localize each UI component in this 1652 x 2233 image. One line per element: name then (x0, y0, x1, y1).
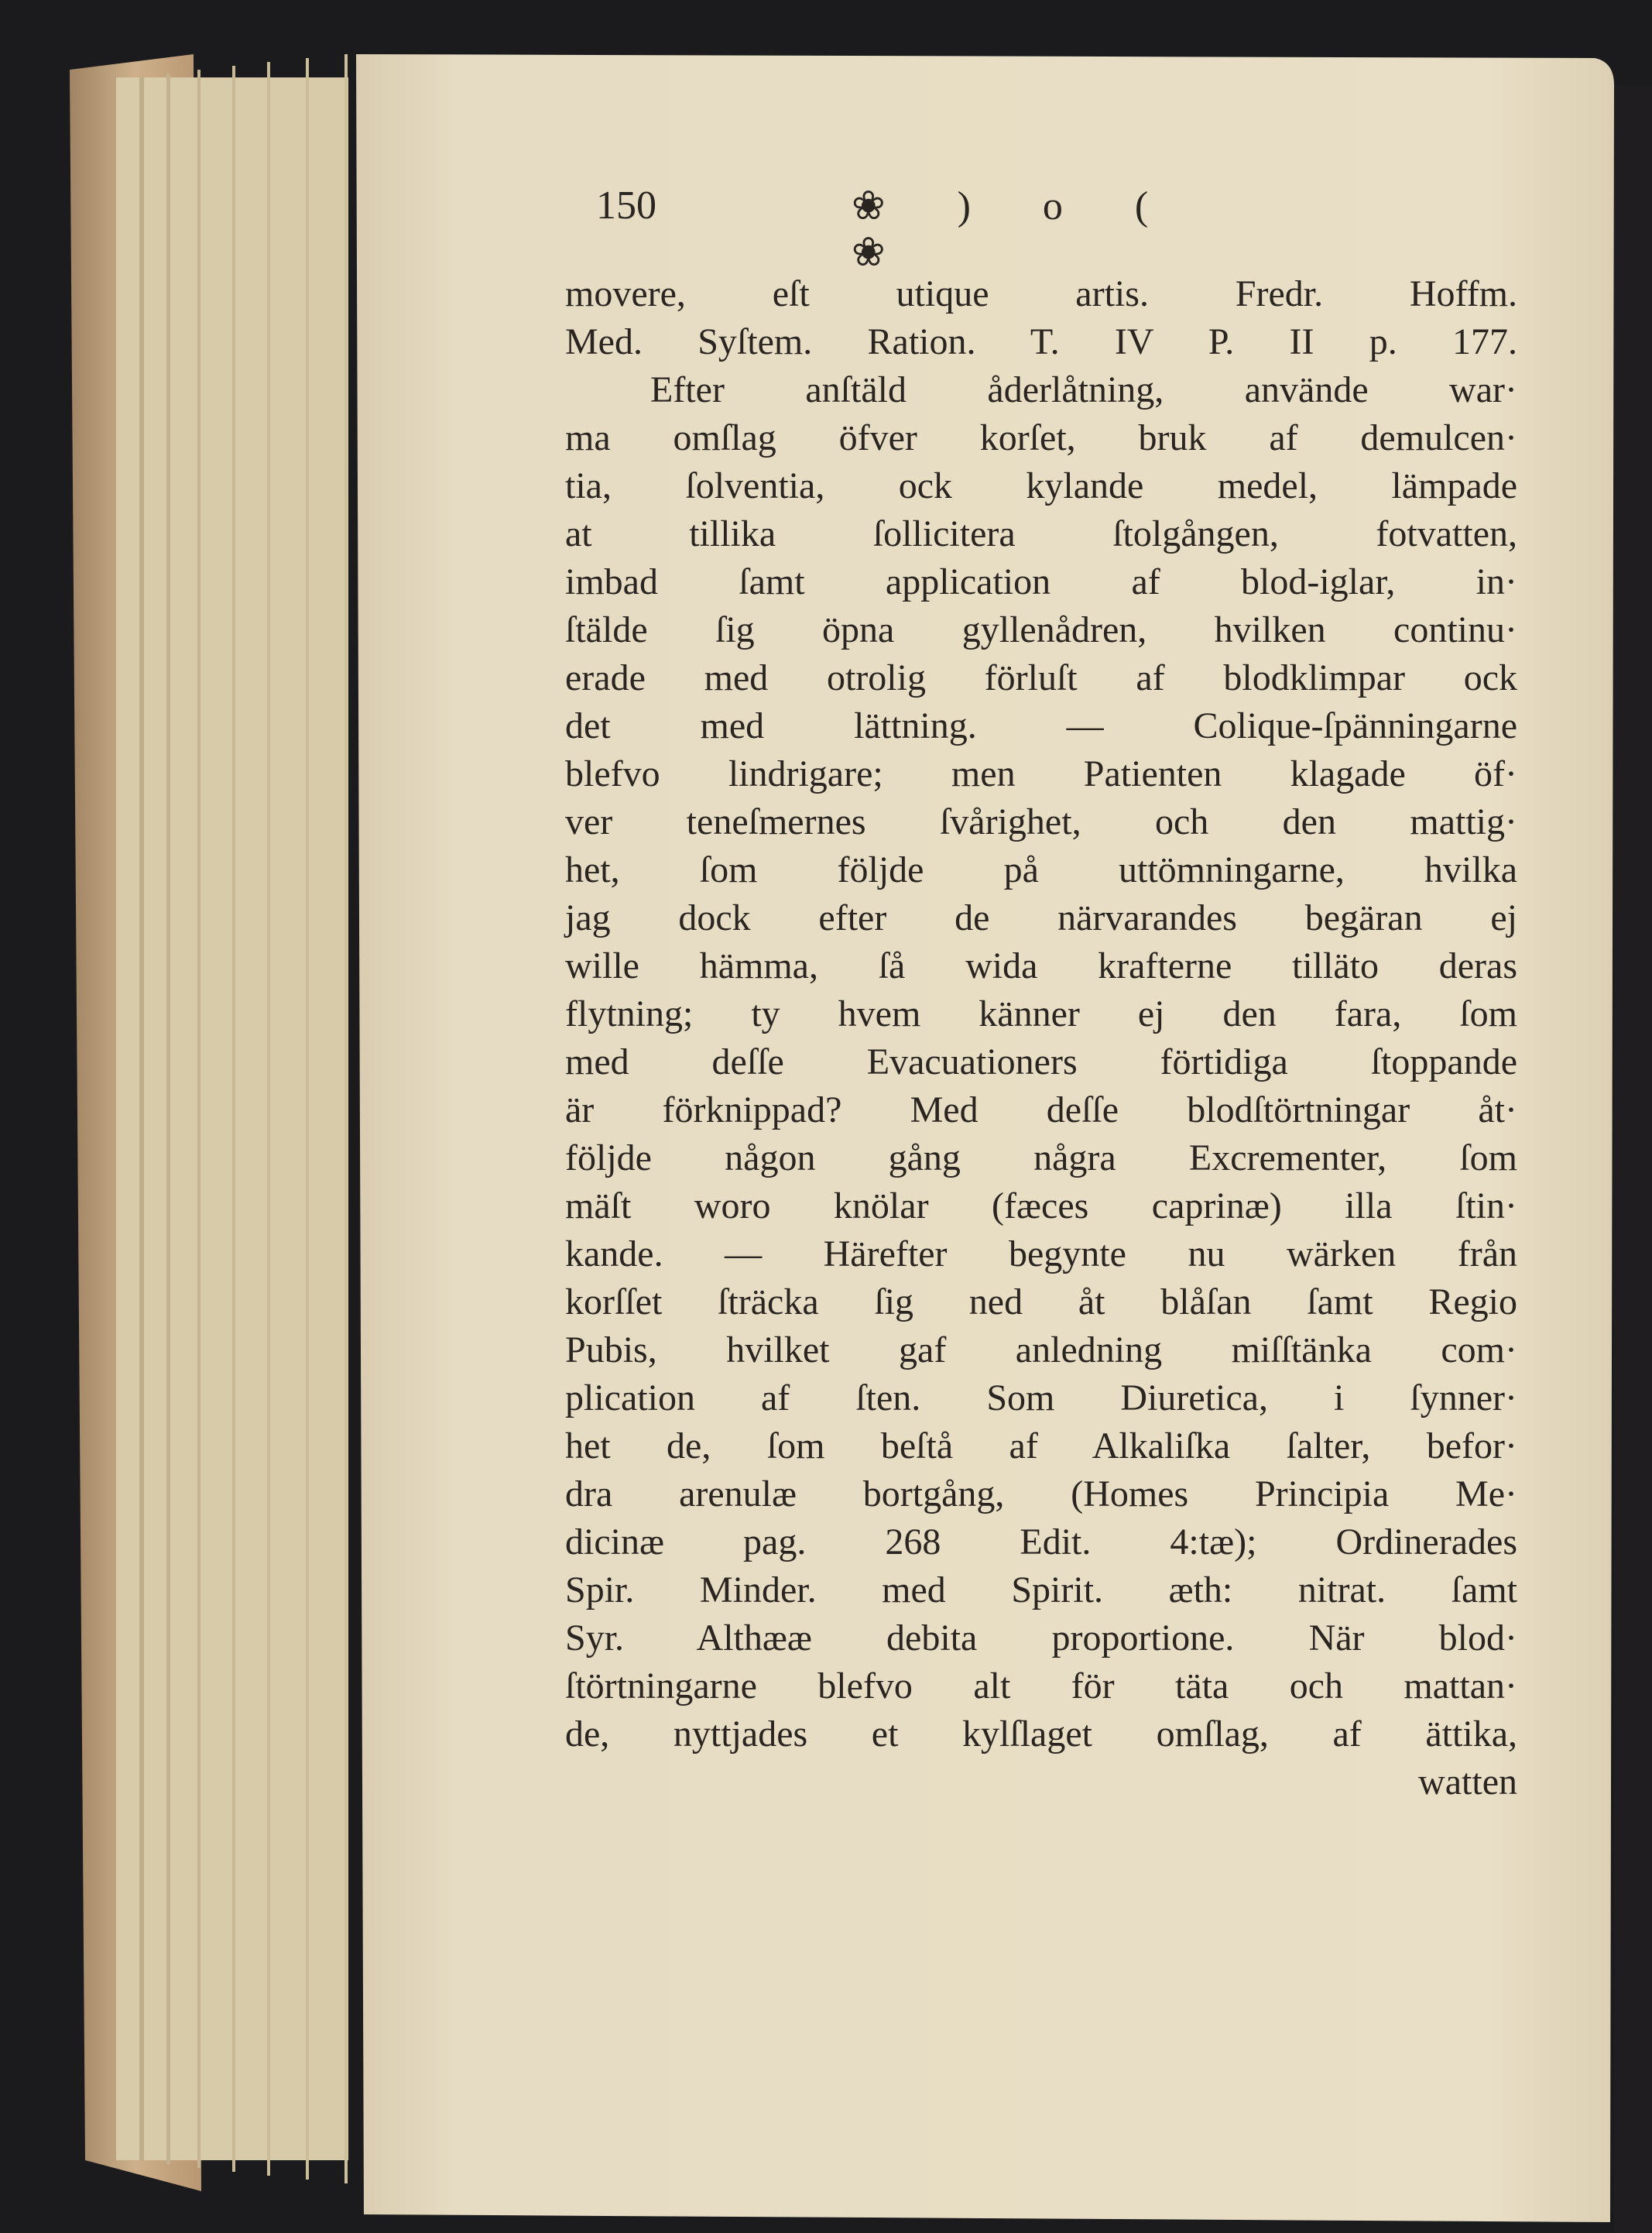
text-line: flytning; ty hvem känner ej den fara, ſom (565, 993, 1517, 1034)
text-line: het de, ſom beſtå af Alkaliſka ſalter, befor· (565, 1425, 1517, 1466)
text-line: blefvo lindrigare; men Patienten klagade öf· (565, 753, 1517, 794)
page-edges (116, 54, 348, 2183)
running-header (565, 183, 1262, 275)
text-line: dicinæ pag. 268 Edit. 4:tæ); Ordinerades (565, 1521, 1517, 1562)
text-line: Spir. Minder. med Spirit. æth: nitrat. ſamt (565, 1569, 1517, 1610)
text-line: ſtörtningarne blefvo alt för täta och mattan· (565, 1665, 1517, 1706)
text-line: kande. — Härefter begynte nu wärken från (565, 1233, 1517, 1274)
header-ornament: ❀ ) o ( ❀ (852, 184, 1180, 275)
text-line: at tillika ſollicitera ſtolgången, fotvatten, (565, 513, 1517, 554)
text-line: följde någon gång några Excrementer, ſom (565, 1137, 1517, 1178)
catchword: watten (1418, 1761, 1517, 1803)
text-line: erade med otrolig förluſt af blodklimpar ock (565, 657, 1517, 698)
text-line: dra arenulæ bortgång, (Homes Principia Me· (565, 1473, 1517, 1514)
text-line: jag dock efter de närvarandes begäran ej (565, 897, 1517, 938)
text-line: ſtälde ſig öpna gyllenådren, hvilken continu· (565, 609, 1517, 650)
text-line: ver teneſmernes ſvårighet, och den mattig· (565, 801, 1517, 842)
text-line: Med. Syſtem. Ration. T. IV P. II p. 177. (565, 321, 1517, 362)
text-line: plication af ſten. Som Diuretica, i ſynner· (565, 1377, 1517, 1418)
text-line: med deſſe Evacuationers förtidiga ſtoppande (565, 1041, 1517, 1082)
text-line: ma omſlag öfver korſet, bruk af demulcen· (565, 417, 1517, 458)
text-line: wille hämma, ſå wida krafterne tilläto deras (565, 945, 1517, 986)
right-page-edge (1614, 85, 1652, 2233)
page-number: 150 (596, 184, 656, 228)
text-line: movere, eſt utique artis. Fredr. Hoffm. (565, 273, 1517, 314)
text-line: Pubis, hvilket gaf anledning miſſtänka com· (565, 1329, 1517, 1370)
text-line: de, nyttjades et kylſlaget omſlag, af ättika, (565, 1713, 1517, 1754)
text-line: det med lättning. — Colique-ſpänningarne (565, 705, 1517, 746)
text-line: korſſet ſträcka ſig ned åt blåſan ſamt Regio (565, 1281, 1517, 1322)
text-line: het, ſom följde på uttömningarne, hvilka (565, 849, 1517, 890)
text-line: tia, ſolventia, ock kylande medel, lämpade (565, 465, 1517, 506)
text-line: Efter anſtäld åderlåtning, använde war· (650, 369, 1517, 410)
text-line: mäſt woro knölar (fæces caprinæ) illa ſtin· (565, 1185, 1517, 1226)
text-line: imbad ſamt application af blod-iglar, in· (565, 561, 1517, 602)
text-line: Syr. Althææ debita proportione. När blod· (565, 1617, 1517, 1658)
text-line: är förknippad? Med deſſe blodſtörtningar åt· (565, 1089, 1517, 1130)
